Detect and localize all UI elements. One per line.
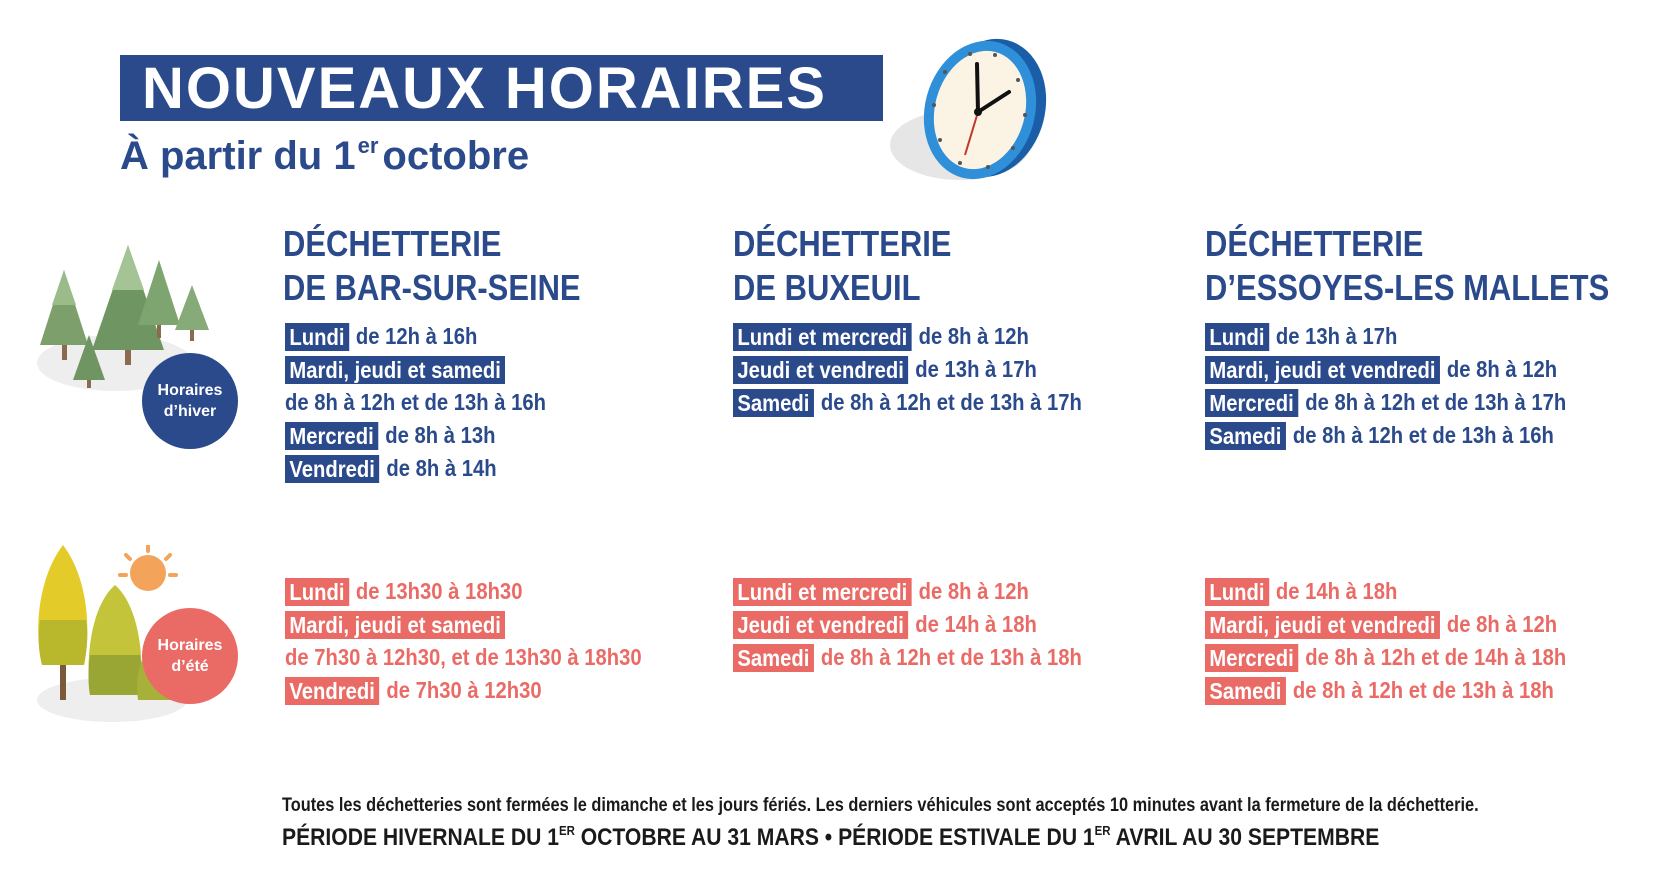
hours-text: de 14h à 18h — [915, 611, 1037, 637]
schedule-row — [285, 320, 546, 353]
winter-hours-badge — [142, 353, 238, 449]
winter-schedule — [285, 320, 582, 485]
footer-period-b-sup: ER — [1094, 823, 1111, 838]
page-title-text: NOUVEAUX HORAIRES — [142, 55, 827, 121]
centre-title-essoyes — [1205, 222, 1609, 310]
page-title — [120, 55, 883, 121]
centre-title-line2: DE BAR-SUR-SEINE — [283, 267, 581, 308]
hours-text: de 7h30 à 12h30 — [386, 677, 542, 703]
schedule-row — [285, 641, 642, 674]
subtitle-sup: er — [357, 133, 379, 158]
schedule-row — [285, 608, 642, 641]
day-label: Lundi et mercredi — [733, 323, 912, 351]
schedule-row — [285, 575, 642, 608]
centre-title-line1: DÉCHETTERIE — [733, 223, 952, 264]
hours-text: de 7h30 à 12h30, et de 13h30 à 18h30 — [285, 644, 642, 670]
hours-text: de 8h à 12h — [1446, 356, 1558, 382]
hours-text: de 8h à 14h — [386, 455, 497, 481]
schedule-row — [1205, 353, 1566, 386]
schedule-row — [285, 452, 546, 485]
day-label: Samedi — [733, 389, 814, 417]
hours-text: de 8h à 12h et de 14h à 18h — [1305, 644, 1567, 670]
day-label: Lundi — [1205, 323, 1269, 351]
winter-schedule — [733, 320, 1129, 419]
hours-text: de 8h à 12h et de 13h à 16h — [285, 389, 546, 415]
hours-text: de 8h à 12h et de 13h à 16h — [1292, 422, 1554, 448]
schedule-row — [733, 575, 1082, 608]
schedule-row — [1205, 641, 1566, 674]
centre-title-line2: D’ESSOYES-LES MALLETS — [1205, 267, 1610, 308]
subtitle-suffix: octobre — [382, 134, 530, 178]
summer-badge-line1: Horaires — [157, 637, 223, 654]
day-label: Lundi — [285, 578, 349, 606]
day-label: Mercredi — [1205, 389, 1298, 417]
day-label: Samedi — [1205, 677, 1286, 705]
schedule-row — [733, 320, 1082, 353]
schedule-row — [1205, 608, 1566, 641]
hours-text: de 8h à 12h — [1446, 611, 1558, 637]
schedule-row — [1205, 320, 1566, 353]
schedule-row — [285, 386, 546, 419]
schedule-row — [733, 353, 1082, 386]
day-label: Vendredi — [285, 455, 379, 483]
summer-schedule — [285, 575, 690, 707]
day-label: Lundi et mercredi — [733, 578, 912, 606]
page-subtitle — [120, 133, 529, 179]
footer-note: Toutes les déchetteries sont fermées le dimanche et les jours fériés. Les derniers véhicules sont acceptés 10 minutes avant la fermeture de la déchetterie. — [282, 795, 1479, 816]
hours-text: de 8h à 12h et de 13h à 17h — [820, 389, 1082, 415]
footer-period-a-sup: ER — [558, 823, 575, 838]
schedule-row — [733, 641, 1082, 674]
footer-period-c: AVRIL AU 30 SEPTEMBRE — [1110, 824, 1380, 851]
centre-title-line2: DE BUXEUIL — [733, 267, 921, 308]
schedule-row — [1205, 419, 1566, 452]
winter-badge-line1: Horaires — [157, 382, 223, 399]
hours-text: de 8h à 12h — [918, 578, 1029, 604]
day-label: Mardi, jeudi et samedi — [285, 611, 505, 639]
hours-text: de 14h à 18h — [1275, 578, 1398, 604]
hours-text: de 8h à 12h et de 13h à 18h — [820, 644, 1082, 670]
day-label: Mardi, jeudi et vendredi — [1205, 356, 1440, 384]
hours-text: de 8h à 13h — [385, 422, 496, 448]
footer-period-a: PÉRIODE HIVERNALE DU 1 — [282, 824, 559, 851]
day-label: Jeudi et vendredi — [733, 356, 908, 384]
schedule-row — [285, 353, 546, 386]
hours-text: de 13h à 17h — [1275, 323, 1398, 349]
footer-period — [282, 823, 1379, 852]
summer-schedule — [733, 575, 1129, 674]
schedule-row — [733, 386, 1082, 419]
day-label: Lundi — [1205, 578, 1269, 606]
schedule-row — [285, 674, 642, 707]
winter-schedule — [1205, 320, 1615, 452]
schedule-row — [733, 608, 1082, 641]
footer-period-b: OCTOBRE AU 31 MARS • PÉRIODE ESTIVALE DU 1 — [574, 824, 1095, 851]
schedule-row — [1205, 386, 1566, 419]
centre-title-line1: DÉCHETTERIE — [283, 223, 502, 264]
clock-icon — [885, 30, 1050, 190]
centre-title-bar-sur-seine — [283, 222, 581, 310]
summer-badge-line2: d’été — [171, 658, 209, 675]
summer-hours-badge — [142, 608, 238, 704]
hours-text: de 8h à 12h et de 13h à 17h — [1305, 389, 1567, 415]
day-label: Lundi — [285, 323, 349, 351]
schedule-row — [1205, 674, 1566, 707]
day-label: Vendredi — [285, 677, 379, 705]
day-label: Mercredi — [285, 422, 378, 450]
day-label: Samedi — [733, 644, 814, 672]
subtitle-prefix: À partir du 1 — [120, 134, 356, 178]
hours-text: de 8h à 12h et de 13h à 18h — [1292, 677, 1554, 703]
day-label: Mardi, jeudi et samedi — [285, 356, 505, 384]
hours-text: de 13h à 17h — [915, 356, 1037, 382]
centre-title-buxeuil — [733, 222, 951, 310]
schedule-row — [1205, 575, 1566, 608]
hours-text: de 12h à 16h — [355, 323, 478, 349]
day-label: Jeudi et vendredi — [733, 611, 908, 639]
summer-schedule — [1205, 575, 1615, 707]
day-label: Mercredi — [1205, 644, 1298, 672]
hours-text: de 8h à 12h — [918, 323, 1029, 349]
centre-title-line1: DÉCHETTERIE — [1205, 223, 1424, 264]
hours-text: de 13h30 à 18h30 — [355, 578, 523, 604]
day-label: Mardi, jeudi et vendredi — [1205, 611, 1440, 639]
day-label: Samedi — [1205, 422, 1286, 450]
winter-badge-line2: d’hiver — [163, 403, 217, 420]
schedule-row — [285, 419, 546, 452]
